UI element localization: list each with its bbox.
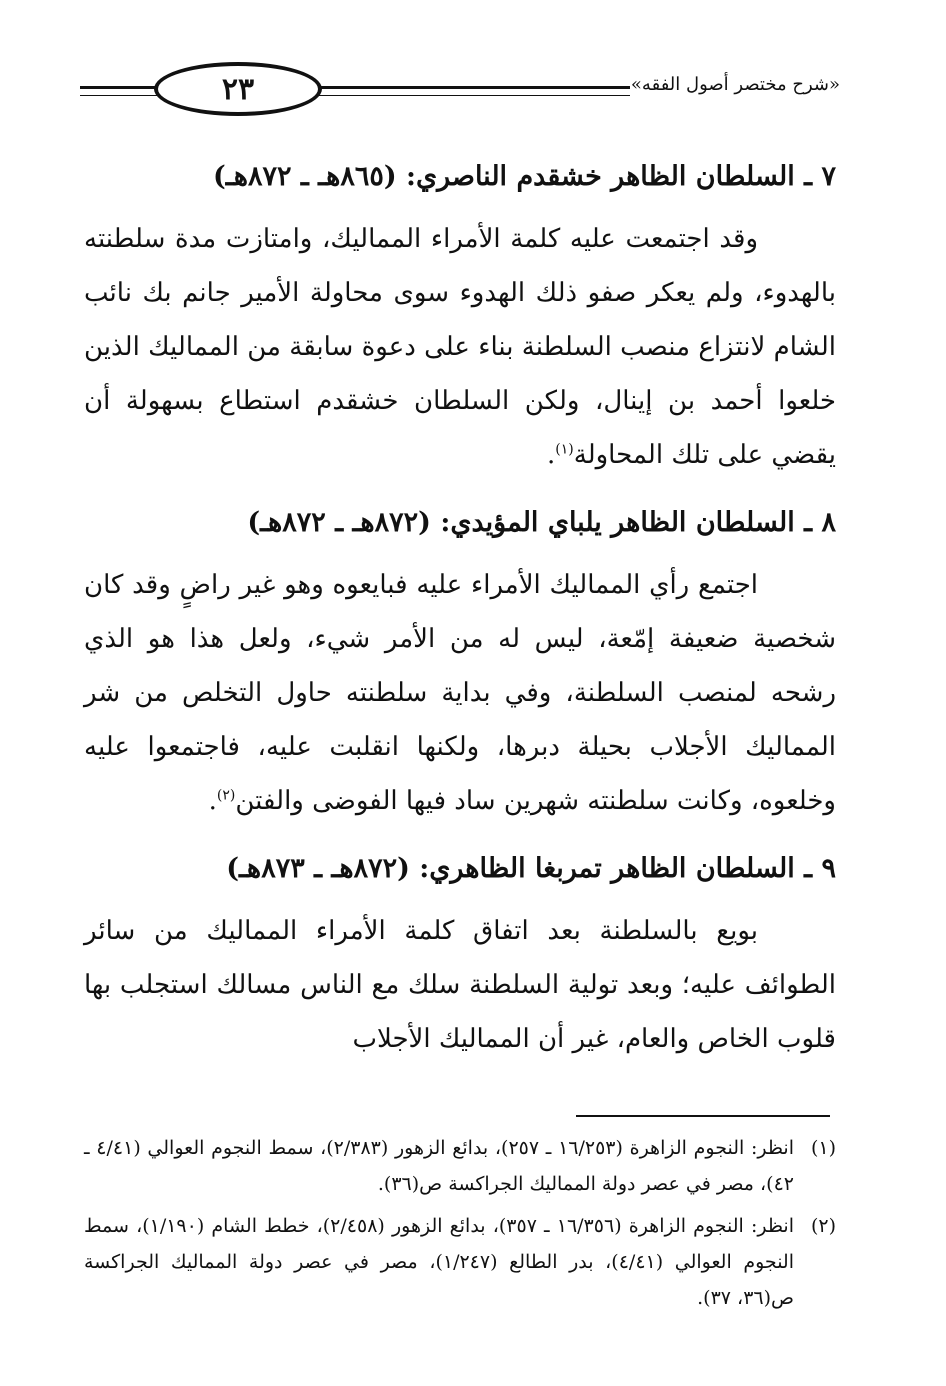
header-rule-right (318, 86, 630, 96)
paragraph-end: . (208, 786, 217, 816)
footnote-text: انظر: النجوم الزاهرة (١٦/٢٥٣ ـ ٢٥٧)، بدائع الزهور (٢/٣٨٣)، سمط النجوم العوالي (٤/٤١ ـ ٤٢)، مصر في عصر دولة المماليك الجراكسة ص(٣٦). (84, 1137, 794, 1195)
section-paragraph (84, 212, 836, 482)
footnote-text: انظر: النجوم الزاهرة (١٦/٣٥٦ ـ ٣٥٧)، بدائع الزهور (٢/٤٥٨)، خطط الشام (١/١٩٠)، سمط النجوم العوالي (٤/٤١)، بدر الطالع (١/٢٤٧)، مصر في عصر دولة المماليك الجراكسة ص(٣٦، ٣٧). (84, 1215, 795, 1309)
footnote-ref[interactable]: (٢) (216, 787, 236, 804)
running-title: «شرح مختصر أصول الفقه» (630, 74, 840, 95)
footnote-ref[interactable]: (١) (555, 441, 574, 458)
paragraph-text: بويع بالسلطنة بعد اتفاق كلمة الأمراء المماليك من سائر الطوائف عليه؛ وبعد تولية السلطنة سلك مع الناس مسالك استجلب بها قلوب الخاص والعام، غير أن المماليك الأجلاب (84, 916, 836, 1054)
footnote-separator (576, 1115, 830, 1117)
paragraph-text: اجتمع رأي المماليك الأمراء عليه فبايعوه وهو غير راضٍ وقد كان شخصية ضعيفة إمّعة، ليس له من الأمر شيء، ولعل هذا هو الذي رشحه لمنصب السلطنة، وفي بداية سلطنته حاول التخلص من شر المماليك الأجلاب بحيلة دبرها، ولكنها انقلبت عليه، فاجتمعوا عليه وخلعوه، وكانت سلطنته شهرين ساد فيها الفوضى والفتن (84, 570, 836, 816)
footnote-number: (١) (810, 1137, 836, 1159)
footnote (84, 1208, 836, 1316)
section-paragraph (84, 904, 836, 1066)
page-header (80, 60, 840, 130)
footnote-number: (٢) (810, 1215, 836, 1237)
section-heading: ٨ ـ السلطان الظاهر يلباي المؤيدي: (٨٧٢هـ ـ ٨٧٢هـ) (247, 507, 836, 538)
page-number: ٢٣ (154, 62, 322, 116)
section-paragraph (84, 558, 836, 828)
footnote (84, 1130, 836, 1202)
footnotes (84, 1130, 836, 1322)
paragraph-end: . (547, 440, 556, 470)
paragraph-text: وقد اجتمعت عليه كلمة الأمراء المماليك، وامتازت مدة سلطنته بالهدوء، ولم يعكر صفو ذلك الهدوء سوى محاولة الأمير جانم بك نائب الشام لانتزاع منصب السلطنة بناء على دعوة سابقة من المماليك الذين خلعوا أحمد بن إينال، ولكن السلطان خشقدم استطاع بسهولة أن يقضي على تلك المحاولة (84, 224, 836, 470)
section-heading: ٩ ـ السلطان الظاهر تمربغا الظاهري: (٨٧٢هـ ـ ٨٧٣هـ) (226, 853, 836, 884)
section-heading: ٧ ـ السلطان الظاهر خشقدم الناصري: (٨٦٥هـ ـ ٨٧٢هـ) (213, 161, 836, 192)
main-text (84, 150, 836, 1080)
